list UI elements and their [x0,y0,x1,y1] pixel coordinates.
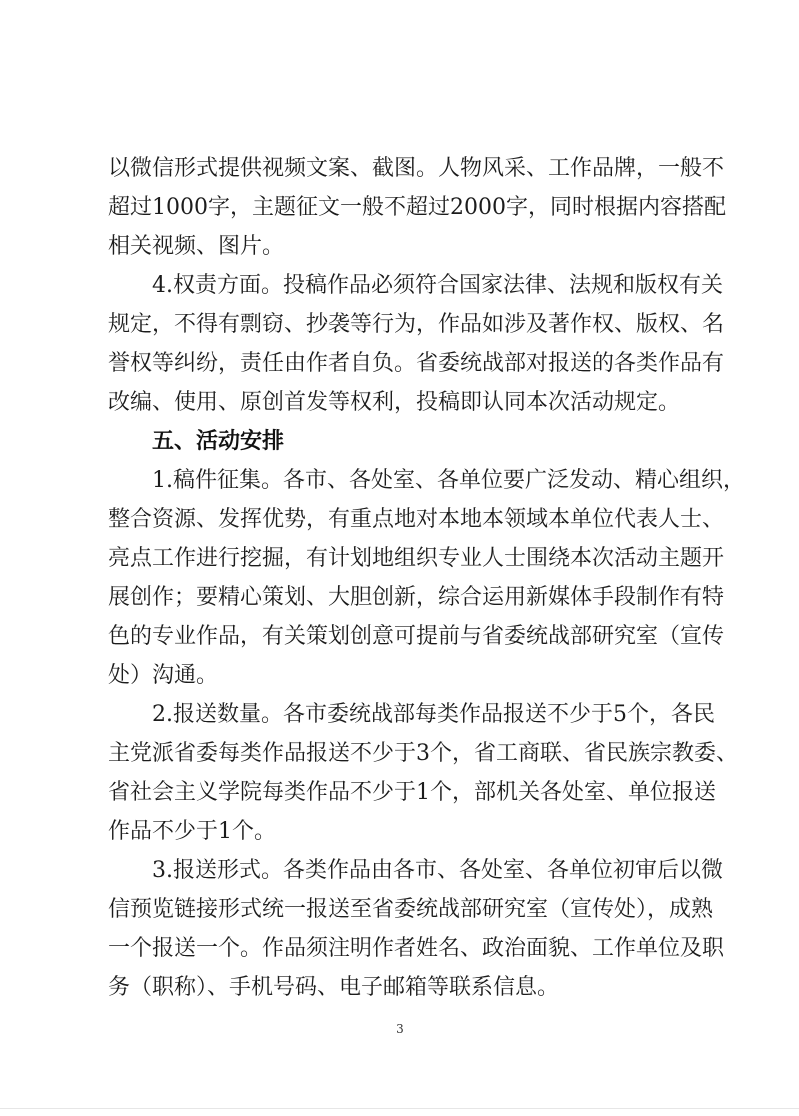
body-text-line: 改编、使用、原创首发等权利，投稿即认同本次活动规定。 [108,390,681,415]
body-text-line: 展创作；要精心策划、大胆创新，综合运用新媒体手段制作有特 [108,585,725,610]
body-text-line: 处）沟通。 [108,663,219,688]
body-text-line: 以微信形式提供视频文案、截图。人物风采、工作品牌，一般不 [108,156,725,181]
body-text-line: 整合资源、发挥优势，有重点地对本地本领域本单位代表人士、 [108,507,725,532]
body-text-line: 信预览链接形式统一报送至省委统战部研究室（宣传处），成熟 [108,897,714,922]
body-text-line: 作品不少于1个。 [108,819,276,844]
body-text-line: 亮点工作进行挖掘，有计划地组织专业人士围绕本次活动主题开 [108,546,725,571]
section-heading: 五、活动安排 [152,429,285,454]
body-text-line: 主党派省委每类作品报送不少于3个，省工商联、省民族宗教委、 [108,741,738,766]
paragraph-first-line: 2.报送数量。各市委统战部每类作品报送不少于5个，各民 [152,702,715,727]
paragraph-first-line: 1.稿件征集。各市、各处室、各单位要广泛发动、精心组织， [152,468,745,493]
paragraph-first-line: 3.报送形式。各类作品由各市、各处室、各单位初审后以微 [152,858,723,883]
body-text-line: 一个报送一个。作品须注明作者姓名、政治面貌、工作单位及职 [108,936,725,961]
body-text-line: 相关视频、图片。 [108,234,285,259]
page-number: 3 [396,1022,404,1036]
scan-edge-divider [0,1108,799,1109]
body-text-line: 务（职称）、手机号码、电子邮箱等联系信息。 [108,975,560,1000]
body-text-line: 省社会主义学院每类作品不少于1个，部机关各处室、单位报送 [108,780,716,805]
body-text-line: 超过1000字，主题征文一般不超过2000字，同时根据内容搭配 [108,195,726,220]
body-text-line: 色的专业作品，有关策划创意可提前与省委统战部研究室（宣传 [108,624,725,649]
body-text-line: 誉权等纠纷，责任由作者自负。省委统战部对报送的各类作品有 [108,351,725,376]
paragraph-first-line: 4.权责方面。投稿作品必须符合国家法律、法规和版权有关 [152,273,723,298]
body-text-line: 规定，不得有剽窃、抄袭等行为，作品如涉及著作权、版权、名 [108,312,725,337]
